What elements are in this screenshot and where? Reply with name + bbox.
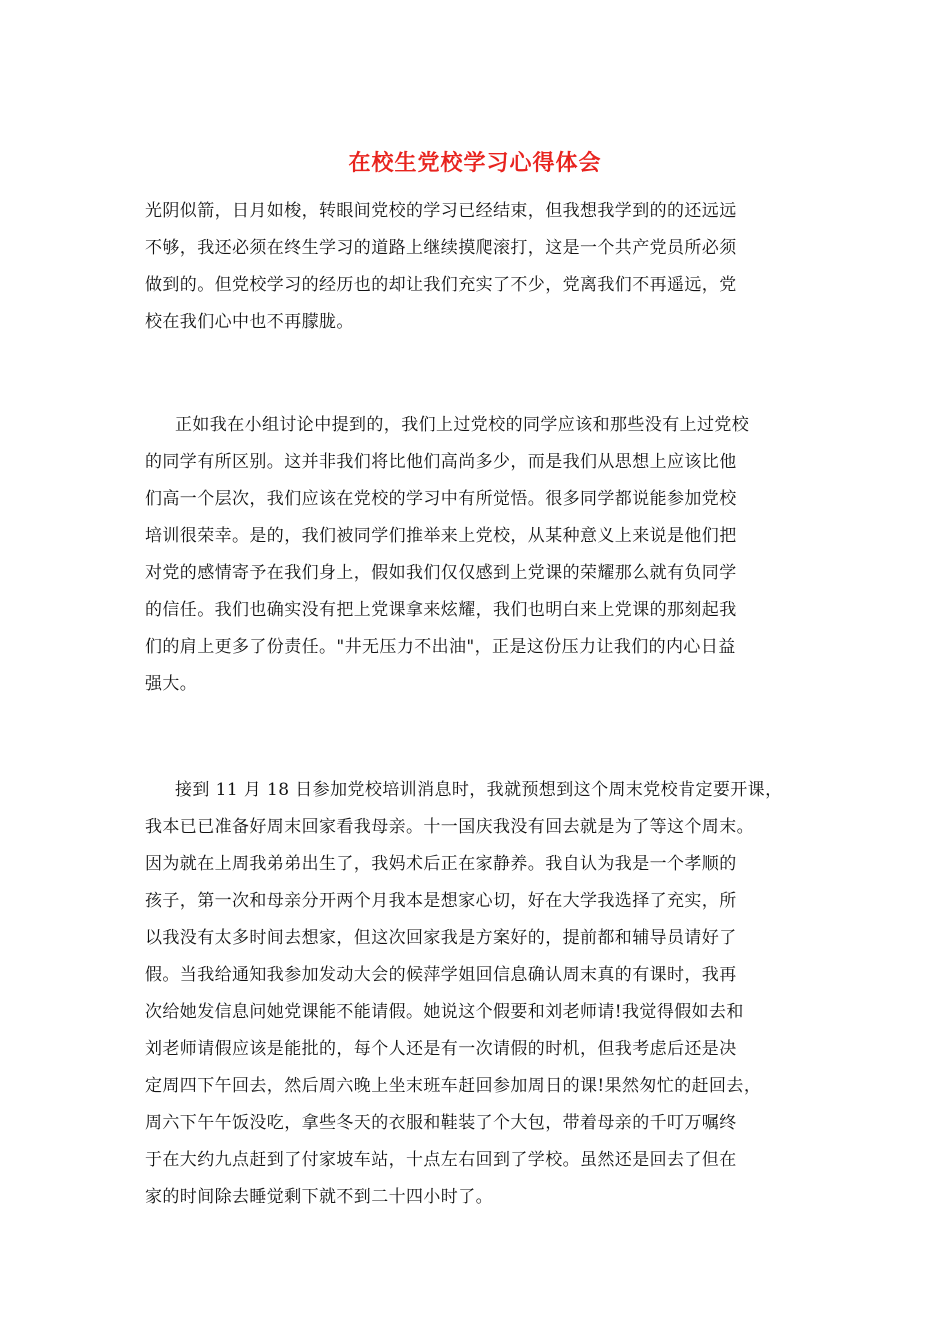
- paragraph-line: 的信任。我们也确实没有把上党课拿来炫耀，我们也明白来上党课的那刻起我: [145, 600, 737, 620]
- paragraph-line: 做到的。但党校学习的经历也的却让我们充实了不少，党离我们不再遥远，党: [145, 275, 737, 295]
- paragraph-line: 不够，我还必须在终生学习的道路上继续摸爬滚打，这是一个共产党员所必须: [145, 238, 737, 258]
- paragraph-line: 对党的感情寄予在我们身上，假如我们仅仅感到上党课的荣耀那么就有负同学: [145, 563, 737, 583]
- paragraph-line: 孩子，第一次和母亲分开两个月我本是想家心切，好在大学我选择了充实，所: [145, 891, 737, 911]
- paragraph-line: 于在大约九点赶到了付家坡车站，十点左右回到了学校。虽然还是回去了但在: [145, 1150, 737, 1170]
- paragraph-1: [145, 193, 813, 341]
- paragraph-line: 周六下午午饭没吃，拿些冬天的衣服和鞋装了个大包，带着母亲的千叮万嘱终: [145, 1113, 737, 1133]
- paragraph-line: 次给她发信息问她党课能不能请假。她说这个假要和刘老师请!我觉得假如去和: [145, 1002, 744, 1022]
- paragraph-line: 正如我在小组讨论中提到的，我们上过党校的同学应该和那些没有上过党校: [175, 415, 750, 435]
- paragraph-line: 校在我们心中也不再朦胧。: [145, 312, 354, 332]
- paragraph-2: [145, 407, 813, 703]
- paragraph-line: 刘老师请假应该是能批的，每个人还是有一次请假的时机，但我考虑后还是决: [145, 1039, 737, 1059]
- paragraph-line: 我本已已准备好周末回家看我母亲。十一国庆我没有回去就是为了等这个周末。: [145, 817, 754, 837]
- paragraph-line: 定周四下午回去，然后周六晚上坐末班车赶回参加周日的课!果然匆忙的赶回去，: [145, 1076, 762, 1096]
- paragraph-line: 家的时间除去睡觉剩下就不到二十四小时了。: [145, 1187, 493, 1207]
- paragraph-line: 的同学有所区别。这并非我们将比他们高尚多少，而是我们从思想上应该比他: [145, 452, 737, 472]
- paragraph-line: 培训很荣幸。是的，我们被同学们推举来上党校，从某种意义上来说是他们把: [145, 526, 737, 546]
- paragraph-line: 假。当我给通知我参加发动大会的候萍学姐回信息确认周末真的有课时，我再: [145, 965, 737, 985]
- paragraph-3: [145, 772, 813, 1216]
- paragraph-line: 们高一个层次，我们应该在党校的学习中有所觉悟。很多同学都说能参加党校: [145, 489, 737, 509]
- paragraph-line: 们的肩上更多了份责任。"井无压力不出油"，正是这份压力让我们的内心日益: [145, 637, 736, 657]
- paragraph-line: 光阴似箭，日月如梭，转眼间党校的学习已经结束，但我想我学到的的还远远: [145, 201, 737, 221]
- paragraph-line: 以我没有太多时间去想家，但这次回家我是方案好的，提前都和辅导员请好了: [145, 928, 737, 948]
- paragraph-line: 强大。: [145, 674, 198, 694]
- paragraph-line: 接到 11 月 18 日参加党校培训消息时，我就预想到这个周末党校肯定要开课，: [175, 780, 783, 800]
- document-title: 在校生党校学习心得体会: [348, 150, 602, 176]
- paragraph-line: 因为就在上周我弟弟出生了，我妈术后正在家静养。我自认为我是一个孝顺的: [145, 854, 737, 874]
